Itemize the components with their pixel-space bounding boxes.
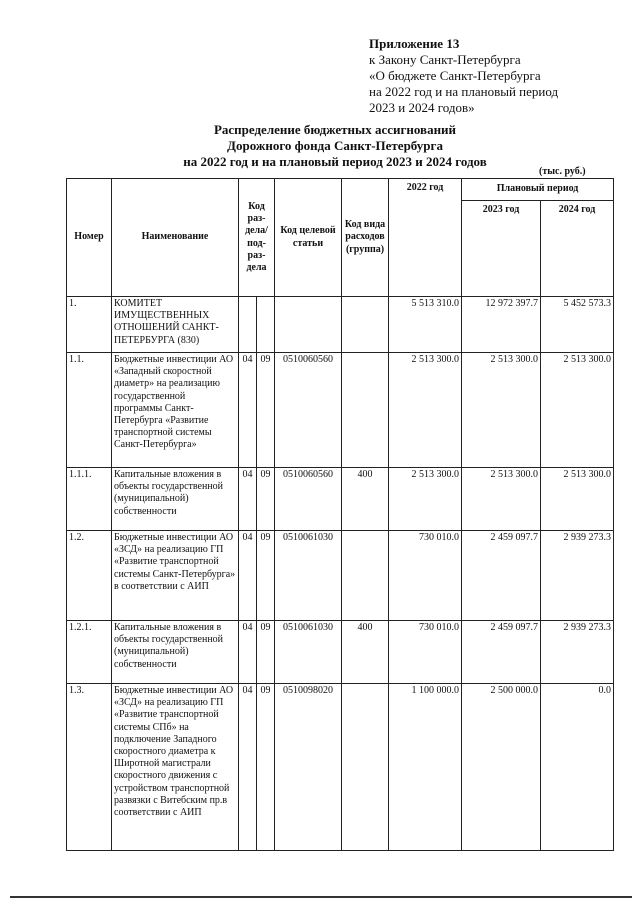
- table-row: [67, 531, 614, 621]
- header-target: Код целевой статьи: [275, 179, 342, 297]
- row-section: 04: [239, 468, 257, 531]
- row-number: 1.2.1.: [67, 621, 112, 684]
- row-name: Капитальные вложения в объекты государственной (муниципальной) собственности: [112, 621, 239, 684]
- row-2024: 2 939 273.3: [541, 621, 614, 684]
- header-2024: 2024 год: [541, 201, 614, 297]
- table-row: [67, 297, 614, 353]
- row-2022: 2 513 300.0: [389, 468, 462, 531]
- table-row: [67, 684, 614, 851]
- row-subsection: [257, 297, 275, 353]
- document-title: [150, 122, 520, 170]
- row-expense-type: [342, 353, 389, 468]
- row-name: Бюджетные инвестиции АО «ЗСД» на реализацию ГП «Развитие транспортной системы СПб» на подключение Западного скоростного диаметра к Широтной магистрали скоростного движения с устройством транспортной развязки с Витебским пр.в соответствии с АИП: [112, 684, 239, 851]
- appendix-line: к Закону Санкт-Петербурга: [369, 52, 521, 67]
- header-2023: 2023 год: [462, 201, 541, 297]
- row-name: КОМИТЕТ ИМУЩЕСТВЕННЫХ ОТНОШЕНИЙ САНКТ-ПЕТЕРБУРГА (830): [112, 297, 239, 353]
- row-section: 04: [239, 684, 257, 851]
- row-2023: 2 500 000.0: [462, 684, 541, 851]
- row-2024: 2 513 300.0: [541, 353, 614, 468]
- row-2024: 5 452 573.3: [541, 297, 614, 353]
- row-2024: 2 513 300.0: [541, 468, 614, 531]
- appendix-line: 2023 и 2024 годов»: [369, 100, 475, 115]
- row-2023: 2 513 300.0: [462, 468, 541, 531]
- row-2024: 0.0: [541, 684, 614, 851]
- header-2022: 2022 год: [389, 179, 462, 297]
- row-section: 04: [239, 531, 257, 621]
- title-line: Дорожного фонда Санкт-Петербурга: [227, 138, 443, 153]
- row-expense-type: 400: [342, 468, 389, 531]
- row-number: 1.: [67, 297, 112, 353]
- table-row: [67, 468, 614, 531]
- header-name: Наименование: [112, 179, 239, 297]
- title-line: на 2022 год и на плановый период 2023 и 2024 годов: [183, 154, 487, 169]
- row-target: 0510061030: [275, 531, 342, 621]
- appendix-line: «О бюджете Санкт-Петербурга: [369, 68, 541, 83]
- header-number: Номер: [67, 179, 112, 297]
- row-target: 0510060560: [275, 468, 342, 531]
- row-subsection: 09: [257, 468, 275, 531]
- row-2023: 2 459 097.7: [462, 621, 541, 684]
- row-number: 1.1.: [67, 353, 112, 468]
- row-target: 0510061030: [275, 621, 342, 684]
- header-expense-type: Код вида расходов (группа): [342, 179, 389, 297]
- row-name: Капитальные вложения в объекты государственной (муниципальной) собственности: [112, 468, 239, 531]
- row-expense-type: [342, 297, 389, 353]
- row-2022: 5 513 310.0: [389, 297, 462, 353]
- row-expense-type: [342, 684, 389, 851]
- row-2022: 1 100 000.0: [389, 684, 462, 851]
- table-row: [67, 353, 614, 468]
- table-row: [67, 621, 614, 684]
- row-section: 04: [239, 621, 257, 684]
- row-2023: 12 972 397.7: [462, 297, 541, 353]
- appendix-block: [369, 36, 558, 116]
- appendix-title: Приложение 13: [369, 36, 460, 51]
- appendix-line: на 2022 год и на плановый период: [369, 84, 559, 99]
- row-expense-type: 400: [342, 621, 389, 684]
- row-number: 1.3.: [67, 684, 112, 851]
- row-2023: 2 459 097.7: [462, 531, 541, 621]
- row-target: 0510098020: [275, 684, 342, 851]
- row-section: 04: [239, 353, 257, 468]
- row-expense-type: [342, 531, 389, 621]
- header-section: Код раз-дела/ под-раз-дела: [239, 179, 275, 297]
- row-target: [275, 297, 342, 353]
- row-section: [239, 297, 257, 353]
- footer-divider: [10, 896, 632, 898]
- title-line: Распределение бюджетных ассигнований: [213, 122, 457, 137]
- units-label: (тыс. руб.): [539, 166, 586, 177]
- row-subsection: 09: [257, 353, 275, 468]
- row-subsection: 09: [257, 621, 275, 684]
- row-2024: 2 939 273.3: [541, 531, 614, 621]
- row-2022: 2 513 300.0: [389, 353, 462, 468]
- row-number: 1.2.: [67, 531, 112, 621]
- row-2022: 730 010.0: [389, 531, 462, 621]
- header-planned-period: Плановый период: [462, 179, 614, 201]
- budget-table: [66, 178, 614, 851]
- row-2023: 2 513 300.0: [462, 353, 541, 468]
- row-2022: 730 010.0: [389, 621, 462, 684]
- row-name: Бюджетные инвестиции АО «Западный скоростной диаметр» на реализацию государственной программы Санкт-Петербурга «Развитие транспортной системы Санкт-Петербурга»: [112, 353, 239, 468]
- row-number: 1.1.1.: [67, 468, 112, 531]
- row-target: 0510060560: [275, 353, 342, 468]
- row-subsection: 09: [257, 684, 275, 851]
- row-name: Бюджетные инвестиции АО «ЗСД» на реализацию ГП «Развитие транспортной системы Санкт-Петербурга» в соответствии с АИП: [112, 531, 239, 621]
- row-subsection: 09: [257, 531, 275, 621]
